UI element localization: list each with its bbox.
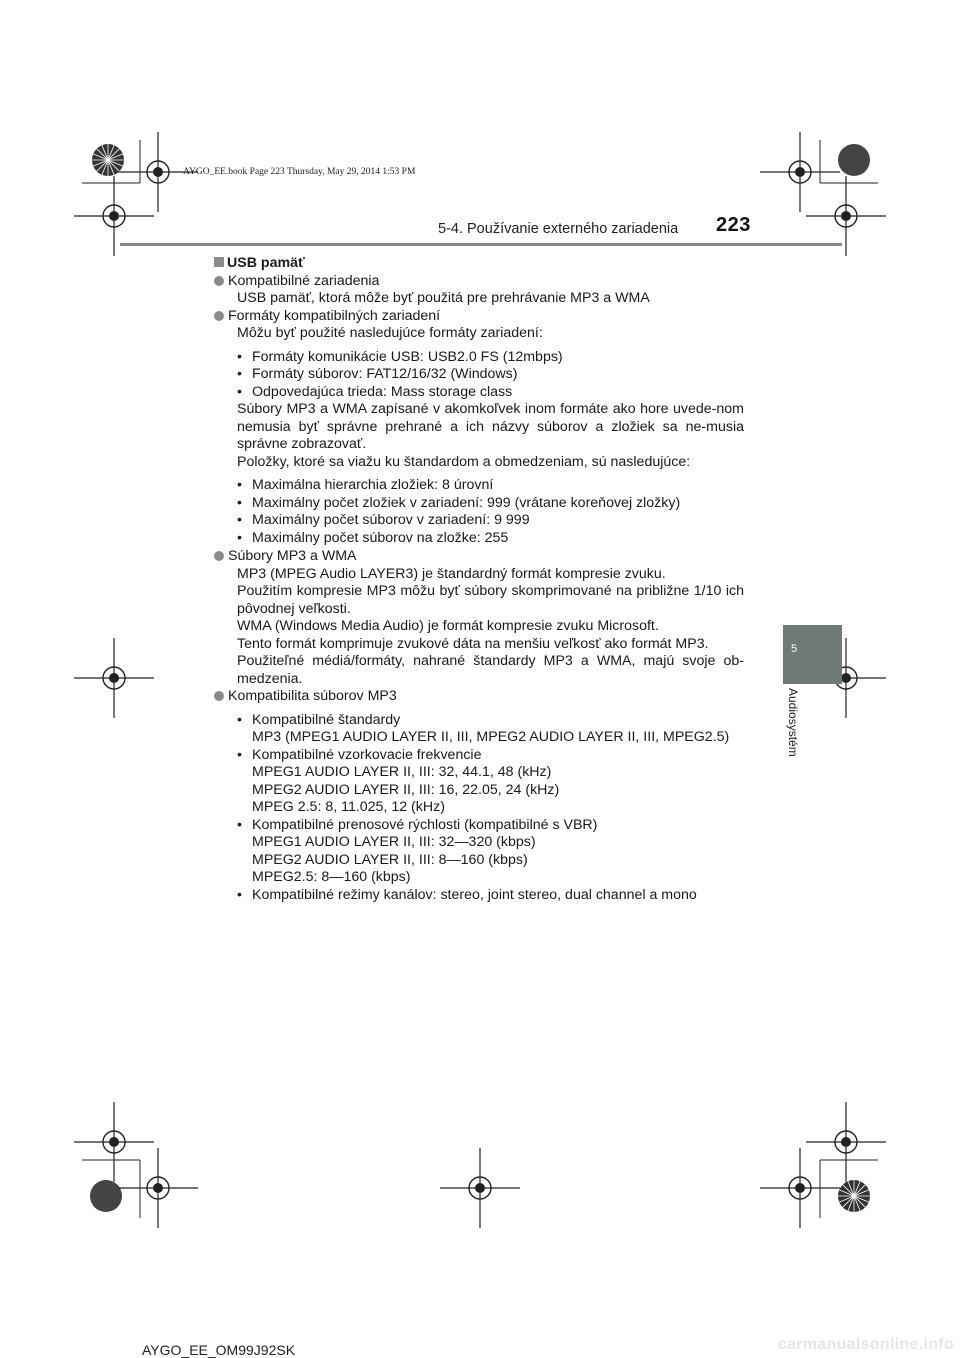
bullet-heading	[214, 548, 744, 566]
list-item-detail: MPEG1 AUDIO LAYER II, III: 32, 44.1, 48 (kHz)	[252, 764, 552, 780]
bullet-heading	[214, 273, 744, 291]
section-title: USB pamäť	[227, 255, 305, 271]
bullet-heading-text: Kompatibilita súborov MP3	[228, 688, 397, 704]
square-bullet-icon	[214, 257, 224, 267]
list-item: • Kompatibilné štandardy	[237, 712, 744, 730]
bullet-heading-text: Kompatibilné zariadenia	[228, 272, 380, 289]
list-item: • Formáty komunikácie USB: USB2.0 FS (12mbps)	[237, 349, 744, 367]
list-item: • Kompatibilné prenosové rýchlosti (kompatibilné s VBR)	[237, 817, 744, 835]
bullet-heading-text: Formáty kompatibilných zariadení	[228, 307, 441, 324]
book-stamp: AYGO_EE.book Page 223 Thursday, May 29, 2014 1:53 PM	[183, 167, 416, 177]
watermark-text: carmanualsonline.info	[777, 1336, 954, 1353]
section-heading	[214, 255, 744, 273]
list	[214, 349, 744, 402]
compatibility-list	[214, 712, 744, 905]
watermark	[0, 1328, 960, 1358]
list-item: • Maximálna hierarchia zložiek: 8 úrovní	[237, 477, 744, 495]
paragraph: Môžu byť použité nasledujúce formáty zariadení:	[237, 325, 543, 341]
list-item: • Kompatibilné vzorkovacie frekvencie	[237, 747, 744, 765]
list-item: • Formáty súborov: FAT12/16/32 (Windows)	[237, 366, 744, 384]
list-item: • Maximálny počet súborov v zariadení: 9 999	[237, 512, 744, 530]
round-bullet-icon	[214, 276, 224, 286]
list-item: • Maximálny počet súborov na zložke: 255	[237, 530, 744, 548]
header-title: 5-4. Používanie externého zariadenia	[438, 221, 679, 237]
list-item-detail: MP3 (MPEG1 AUDIO LAYER II, III, MPEG2 AUDIO LAYER II, III, MPEG2.5)	[252, 729, 730, 745]
bullet-heading-text: Súbory MP3 a WMA	[228, 548, 357, 564]
chapter-label: Audiosystém	[786, 688, 800, 757]
header-rule	[120, 243, 842, 246]
paragraph: Použitím kompresie MP3 môžu byť súbory skomprimované na približne 1/10 ich pôvodnej veľkosti.	[237, 583, 744, 617]
list	[214, 477, 744, 547]
chapter-number: 5	[790, 643, 798, 655]
bullet-heading	[214, 688, 744, 706]
page-number: 223	[716, 214, 751, 236]
round-bullet-icon	[214, 551, 224, 561]
list-item: • Odpovedajúca trieda: Mass storage class	[237, 384, 744, 402]
list-item: • Kompatibilné režimy kanálov: stereo, joint stereo, dual channel a mono	[237, 887, 744, 905]
bullet-heading	[214, 308, 744, 326]
paragraph: Položky, ktoré sa viažu ku štandardom a obmedzeniam, sú nasledujúce:	[237, 453, 691, 470]
paragraph: WMA (Windows Media Audio) je formát kompresie zvuku Microsoft.	[237, 618, 659, 634]
page-content	[214, 255, 744, 904]
list-item-detail: MPEG2.5: 8—160 (kbps)	[252, 869, 411, 885]
paragraph: Tento formát komprimuje zvukové dáta na menšiu veľkosť ako formát MP3.	[237, 635, 709, 652]
paragraph: Súbory MP3 a WMA zapísané v akomkoľvek inom formáte ako hore uvede-nom nemusia byť správne prehrané a ich názvy súborov a zložiek sa ne-musia správne zobrazovať.	[237, 401, 744, 452]
chapter-tab	[783, 625, 842, 684]
footer-code: AYGO_EE_OM99J92SK	[142, 1342, 296, 1358]
round-bullet-icon	[214, 311, 224, 321]
list-item: • Maximálny počet zložiek v zariadení: 999 (vrátane koreňovej zložky)	[237, 495, 744, 513]
list-item-detail: MPEG1 AUDIO LAYER II, III: 32—320 (kbps)	[252, 834, 536, 850]
round-bullet-icon	[214, 691, 224, 701]
paragraph: MP3 (MPEG Audio LAYER3) je štandardný formát kompresie zvuku.	[237, 565, 666, 582]
list-item-detail: MPEG 2.5: 8, 11.025, 12 (kHz)	[252, 799, 445, 815]
paragraph: USB pamäť, ktorá môže byť použitá pre prehrávanie MP3 a WMA	[237, 290, 650, 306]
list-item-detail: MPEG2 AUDIO LAYER II, III: 8—160 (kbps)	[252, 851, 528, 868]
list-item-detail: MPEG2 AUDIO LAYER II, III: 16, 22.05, 24 (kHz)	[252, 781, 560, 798]
paragraph: Použiteľné médiá/formáty, nahrané štandardy MP3 a WMA, majú svoje ob-medzenia.	[237, 653, 744, 687]
